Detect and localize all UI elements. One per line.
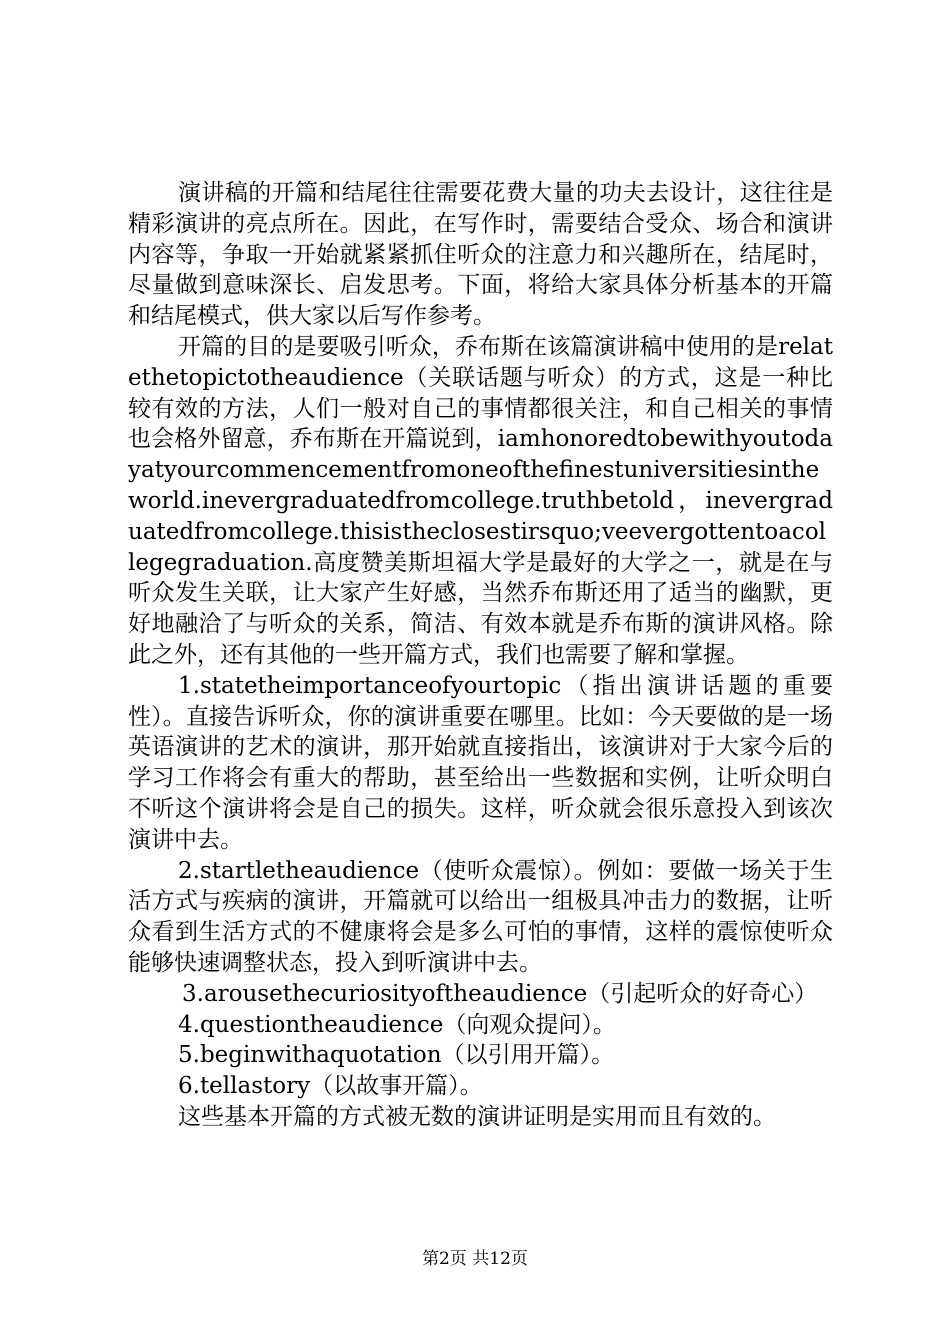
- paragraph-method-5: 5.beginwithaquotation（以引用开篇）。: [178, 1042, 615, 1069]
- paragraph-conclusion: 这些基本开篇的方式被无数的演讲证明是实用而且有效的。: [178, 1103, 776, 1130]
- paragraph-method-2: 2.startletheaudience（使听众震惊）。例如：要做一场关于生活方式与疾病的演讲，开篇就可以给出一组极具冲击力的数据，让听众看到生活方式的不健康将会是多么可怕的事情，这样的震惊使听众能够快速调整状态，投入到听演讲中去。: [128, 857, 833, 976]
- paragraph-method-6: 6.tellastory（以故事开篇）。: [178, 1073, 483, 1100]
- paragraph-intro: 演讲稿的开篇和结尾往往需要花费大量的功夫去设计，这往往是精彩演讲的亮点所在。因此，在写作时，需要结合受众、场合和演讲内容等，争取一开始就紧紧抓住听众的注意力和兴趣所在，结尾时，尽量做到意味深长、启发思考。下面，将给大家具体分析基本的开篇和结尾模式，供大家以后写作参考。: [128, 180, 833, 330]
- document-body: [128, 178, 833, 1133]
- paragraph-opening-purpose: 开篇的目的是要吸引听众，乔布斯在该篇演讲稿中使用的是relatethetopictotheaudience（关联话题与听众）的方式，这是一种比较有效的方法，人们一般对自己的事情都很关注，和自己相关的事情也会格外留意，乔布斯在开篇说到，iamhonoredtobewithyoutodayatyourcommencementfromoneofthefinestuniversitiesintheworld.inevergraduatedfromcollege.truthbetold，inevergraduatedfromcollege.thisistheclosestirsquo;veevergottentoacollegegraduation.高度赞美斯坦福大学是最好的大学之一，就是在与听众发生关联，让大家产生好感，当然乔布斯还用了适当的幽默，更好地融洽了与听众的关系，简洁、有效本就是乔布斯的演讲风格。除此之外，还有其他的一些开篇方式，我们也需要了解和掌握。: [128, 333, 833, 668]
- paragraph-method-4: 4.questiontheaudience（向观众提问）。: [178, 1011, 616, 1038]
- paragraph-method-1: 1.statetheimportanceofyourtopic（指出演讲话题的重要性）。直接告诉听众，你的演讲重要在哪里。比如：今天要做的是一场英语演讲的艺术的演讲，那开始就直接指出，该演讲对于大家今后的学习工作将会有重大的帮助，甚至给出一些数据和实例，让听众明白不听这个演讲将会是自己的损失。这样，听众就会很乐意投入到该次演讲中去。: [128, 672, 833, 853]
- page-number-footer: 第2页 共12页: [422, 1249, 528, 1269]
- paragraph-method-3: 3.arousethecuriosityoftheaudience（引起听众的好奇心）: [182, 980, 818, 1007]
